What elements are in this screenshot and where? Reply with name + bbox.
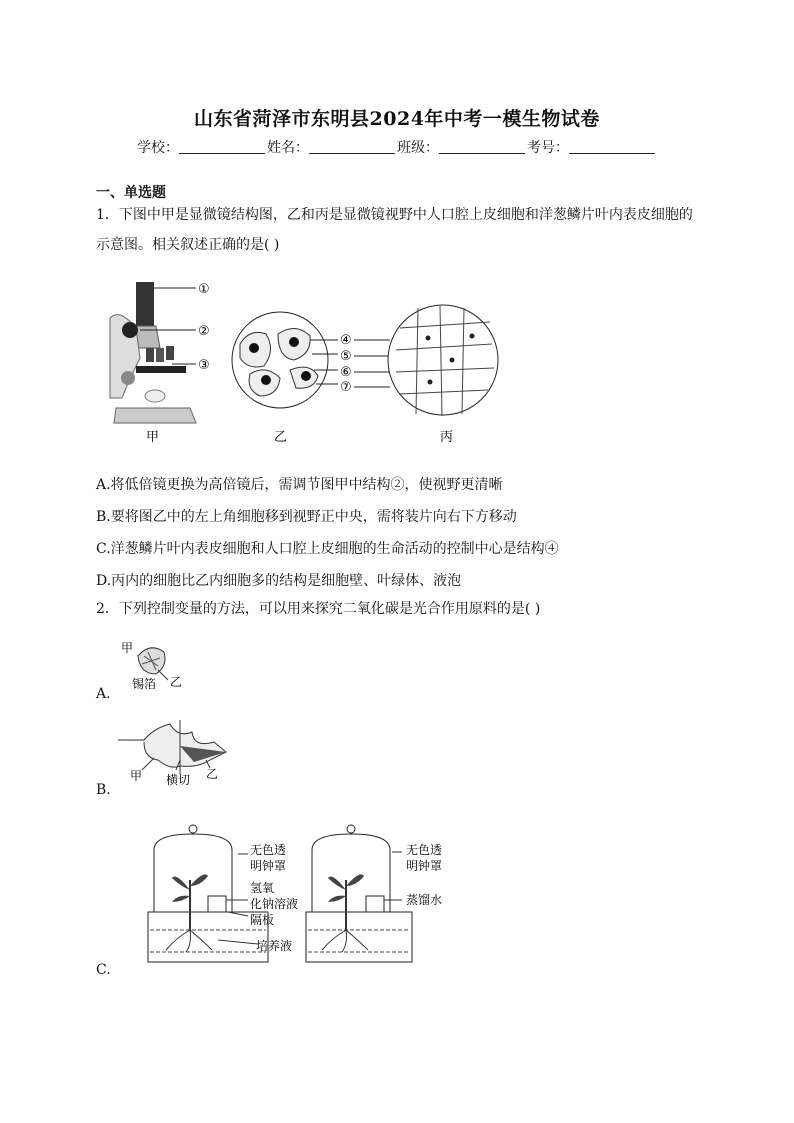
q2-option-c[interactable]: C. xyxy=(96,962,111,978)
opt-a-jia: 甲 xyxy=(121,641,134,655)
number-blank[interactable] xyxy=(569,139,655,154)
label-5: ⑤ xyxy=(340,349,352,364)
label-bing: 丙 xyxy=(440,430,454,445)
q2-option-a[interactable]: A. xyxy=(96,686,111,702)
class-label: 班级： xyxy=(397,140,439,156)
q1-option-c[interactable]: C.洋葱鳞片叶内表皮细胞和人口腔上皮细胞的生命活动的控制中心是结构④ xyxy=(96,541,559,557)
q1-option-b[interactable]: B.要将图乙中的左上角细胞移到视野正中央，需将装片向右下方移动 xyxy=(96,509,517,525)
section-heading: 一、单选题 xyxy=(96,185,166,201)
question-2-stem: 2．下列控制变量的方法，可以用来探究二氧化碳是光合作用原料的是( ) xyxy=(96,601,541,617)
opt-c-water: 蒸馏水 xyxy=(406,893,443,907)
label-2: ② xyxy=(198,324,210,339)
number-label: 考号： xyxy=(527,140,569,156)
question-1-stem: 1．下图中甲是显微镜结构图，乙和丙是显微镜视野中人口腔上皮细胞和洋葱鳞片叶内表皮细胞的示意图。相关叙述正确的是( ) xyxy=(96,207,693,253)
opt-c-plate: 隔板 xyxy=(250,913,275,927)
opt-c-bell2-b: 明钟罩 xyxy=(406,859,443,873)
name-blank[interactable] xyxy=(309,139,395,154)
label-4: ④ xyxy=(340,333,352,348)
opt-c-culture: 培养液 xyxy=(256,939,293,953)
class-blank[interactable] xyxy=(439,139,525,154)
page-title: 山东省菏泽市东明县2024年中考一模生物试卷 xyxy=(194,108,600,130)
opt-b-cut: 横切 xyxy=(166,773,191,787)
q2-option-c-figure xyxy=(146,820,466,970)
q1-figure xyxy=(100,278,510,448)
opt-b-jia: 甲 xyxy=(130,769,143,783)
q2-option-b-figure xyxy=(114,718,244,788)
cheek-cells-view xyxy=(232,312,338,408)
opt-a-yi: 乙 xyxy=(170,675,183,689)
apparatus-water xyxy=(306,825,412,962)
opt-b-yi: 乙 xyxy=(206,767,219,781)
opt-c-bell1-b: 明钟罩 xyxy=(250,859,287,873)
opt-c-naoh-a: 氢氧 xyxy=(250,881,275,895)
opt-c-naoh-b: 化钠溶液 xyxy=(250,897,299,911)
onion-cells-view xyxy=(388,305,498,416)
microscope-illustration xyxy=(110,282,196,423)
q2-option-b[interactable]: B. xyxy=(96,782,111,798)
opt-a-foil: 锡箔 xyxy=(132,677,157,691)
label-7: ⑦ xyxy=(340,380,352,395)
label-6: ⑥ xyxy=(340,365,352,380)
student-info-line xyxy=(0,137,794,157)
label-jia: 甲 xyxy=(146,430,160,445)
opt-c-bell1-a: 无色透 xyxy=(250,843,287,857)
label-1: ① xyxy=(198,282,210,297)
q1-option-a[interactable]: A.将低倍镜更换为高倍镜后，需调节图甲中结构②，使视野更清晰 xyxy=(96,477,503,493)
name-label: 姓名： xyxy=(267,140,309,156)
school-blank[interactable] xyxy=(179,139,265,154)
school-label: 学校： xyxy=(137,140,179,156)
opt-c-bell2-a: 无色透 xyxy=(406,843,443,857)
label-3: ③ xyxy=(198,358,210,373)
q2-option-a-figure xyxy=(118,638,198,694)
q1-option-d[interactable]: D.丙内的细胞比乙内细胞多的结构是细胞壁、叶绿体、液泡 xyxy=(96,573,462,589)
label-yi: 乙 xyxy=(274,430,288,445)
